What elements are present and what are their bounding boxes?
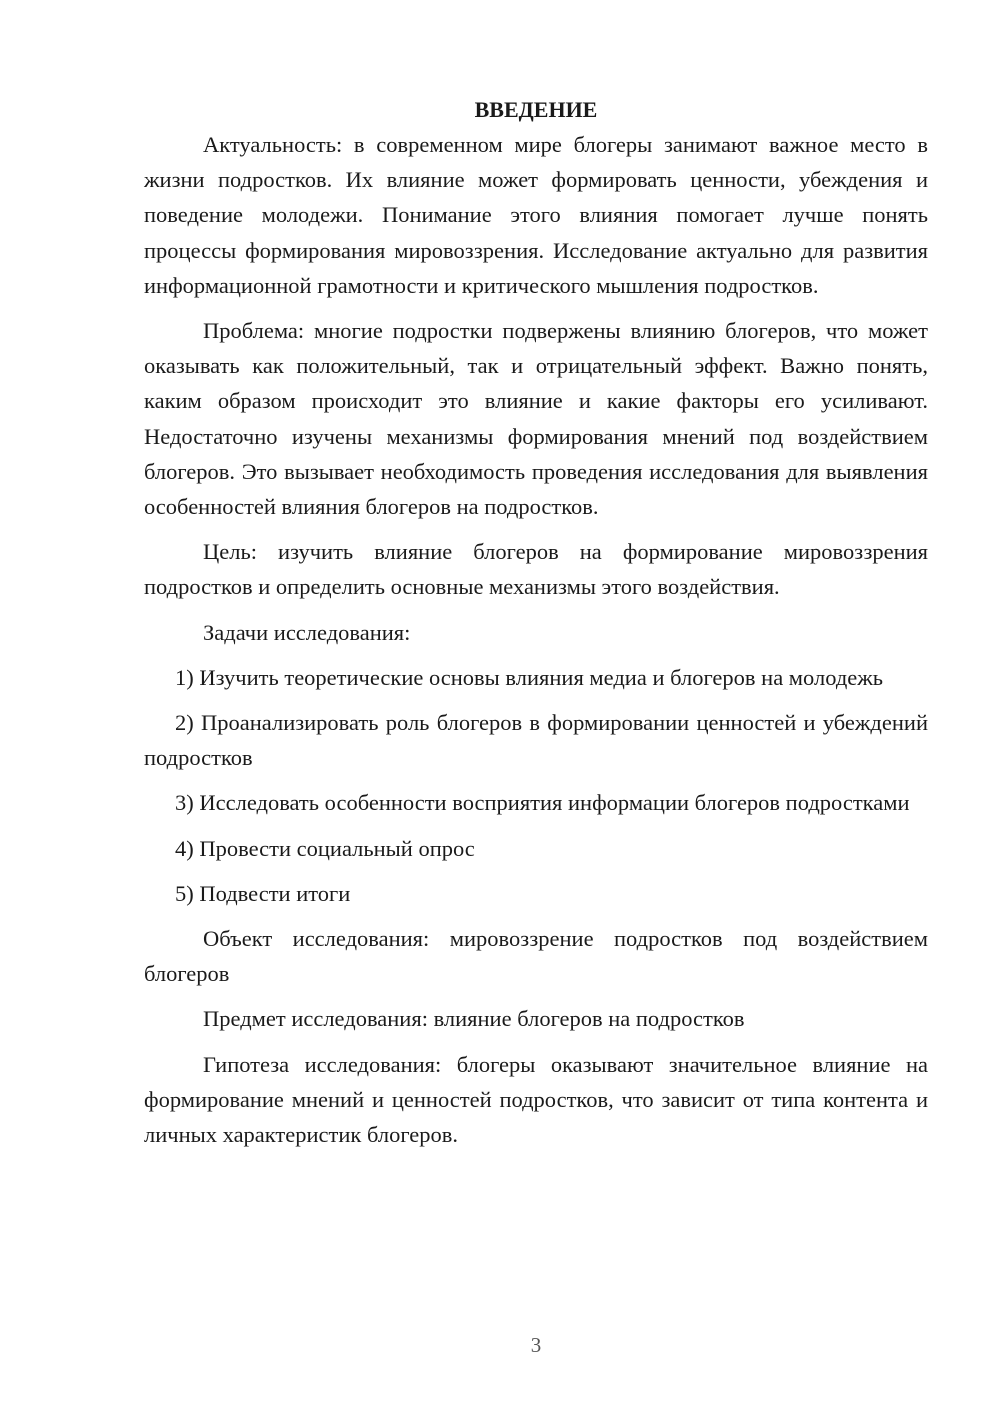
document-page <box>144 92 928 1162</box>
hypothesis-paragraph: Гипотеза исследования: блогеры оказывают значительное влияние на формирование мнений и ценностей подростков, что зависит от типа контента и личных характеристик блогеров. <box>144 1051 928 1148</box>
goal-paragraph: Цель: изучить влияние блогеров на формирование мировоззрения подростков и определить основные механизмы этого воздействия. <box>144 539 928 600</box>
tasks-title: Задачи исследования: <box>203 619 411 645</box>
relevance-paragraph: Актуальность: в современном мире блогеры занимают важное место в жизни подростков. Их влияние может формировать ценности, убеждения и поведение молодежи. Понимание этого влияния помогает лучше понять процессы формирования мировоззрения. Исследование актуально для развития информационной грамотности и критического мышления подростков. <box>144 132 928 298</box>
section-heading: ВВЕДЕНИЕ <box>474 97 598 122</box>
subject-paragraph: Предмет исследования: влияние блогеров на подростков <box>203 1006 745 1032</box>
problem-paragraph: Проблема: многие подростки подвержены влиянию блогеров, что может оказывать как положительный, так и отрицательный эффект. Важно понять, каким образом происходит это влияние и какие факторы его усиливают. Недостаточно изучены механизмы формирования мнений под воздействием блогеров. Это вызывает необходимость проведения исследования для выявления особенностей влияния блогеров на подростков. <box>144 318 928 520</box>
task-item-2: 2) Проанализировать роль блогеров в формировании ценностей и убеждений подростков <box>144 710 928 771</box>
task-item-4: 4) Провести социальный опрос <box>175 835 475 861</box>
task-item-3: 3) Исследовать особенности восприятия информации блогеров подростками <box>175 790 910 816</box>
object-paragraph: Объект исследования: мировоззрение подростков под воздействием блогеров <box>144 926 928 987</box>
page-number: 3 <box>530 1333 542 1357</box>
task-item-5: 5) Подвести итоги <box>175 880 351 906</box>
task-item-1: 1) Изучить теоретические основы влияния медиа и блогеров на молодежь <box>175 664 884 690</box>
